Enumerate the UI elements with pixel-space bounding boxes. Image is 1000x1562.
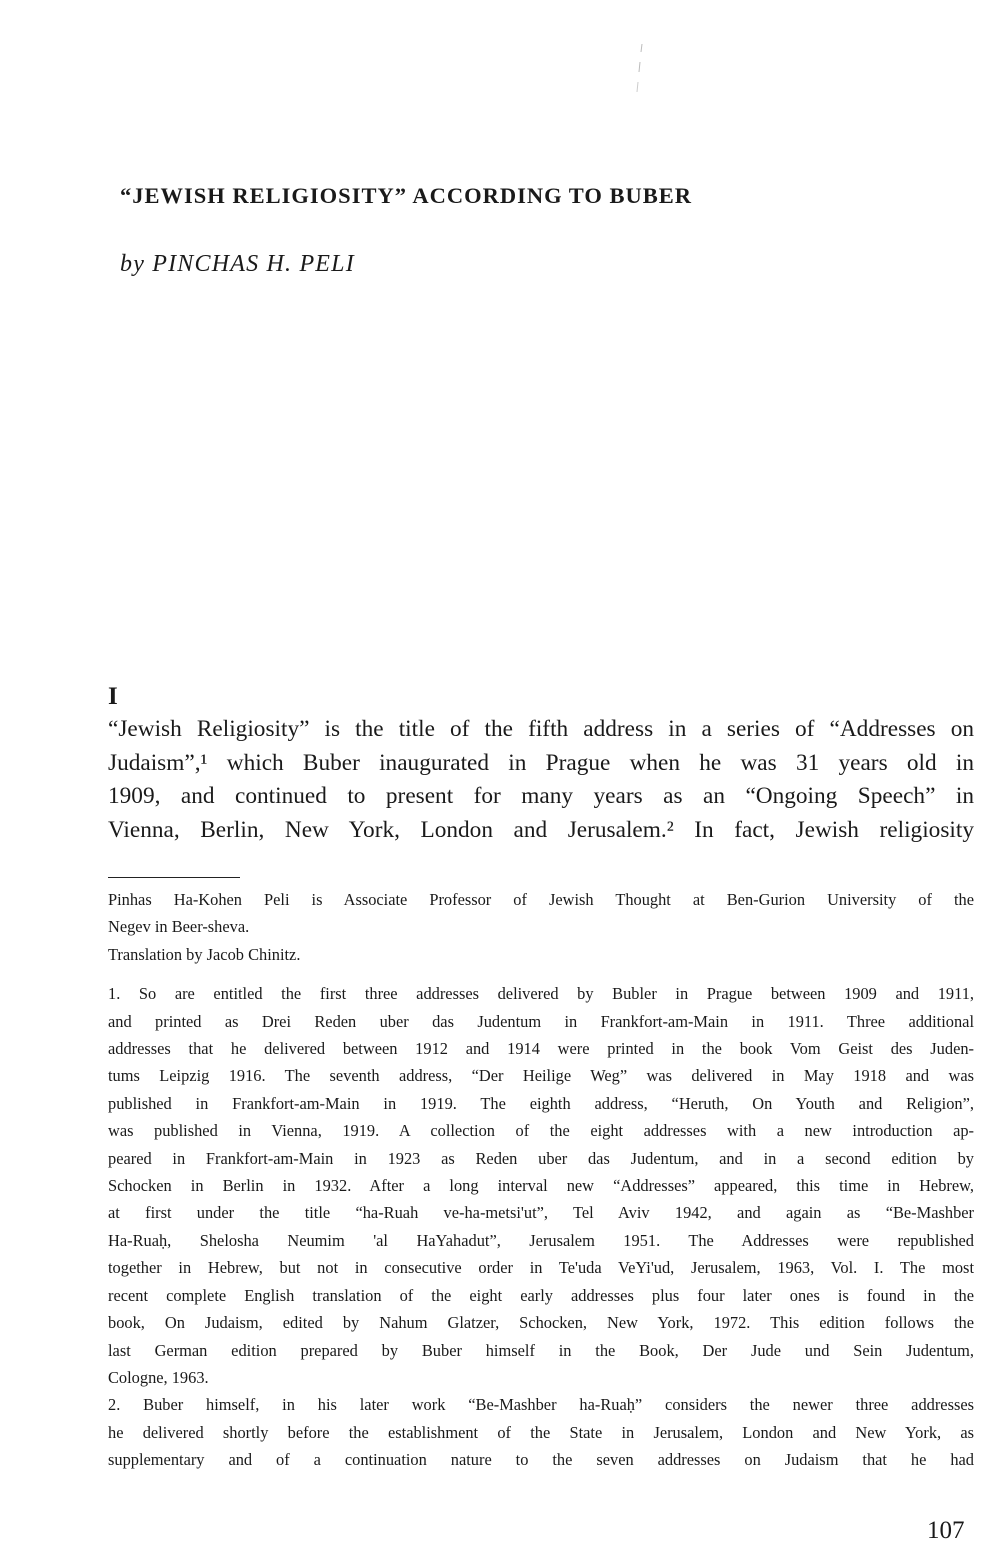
author-note-line: Pinhas Ha-Kohen Peli is Associate Professor of Jewish Thought at Ben-Gurion University of the	[108, 890, 974, 909]
footnote-line: together in Hebrew, but not in consecutive order in Te'uda VeYi'ud, Jerusalem, 1963, Vol. I. The most	[108, 1258, 974, 1278]
article-title: “JEWISH RELIGIOSITY” ACCORDING TO BUBER	[120, 183, 693, 208]
footnote-line: recent complete English translation of the eight early addresses plus four later ones is found in the	[108, 1285, 974, 1305]
page-number: 107	[927, 1517, 965, 1544]
footnote-line: Cologne, 1963.	[108, 1367, 209, 1387]
author-byline: by PINCHAS H. PELI	[120, 251, 355, 277]
footnote-line: addresses that he delivered between 1912 and 1914 were printed in the book Vom Geist des Juden-	[108, 1039, 974, 1059]
body-line: Judaism”,¹ which Buber inaugurated in Prague when he was 31 years old in	[108, 749, 974, 776]
footnote-line: Schocken in Berlin in 1932. After a long interval new “Addresses” appeared, this time in Hebrew,	[108, 1176, 974, 1196]
footnote-line: and printed as Drei Reden uber das Judentum in Frankfort-am-Main in 1911. Three additional	[108, 1011, 974, 1031]
body-line: 1909, and continued to present for many years as an “Ongoing Speech” in	[108, 783, 974, 810]
footnotes	[108, 980, 974, 1473]
footnote-line: at first under the title “ha-Ruah ve-ha-metsi'ut”, Tel Aviv 1942, and again as “Be-Mashber	[108, 1203, 974, 1223]
body-line: “Jewish Religiosity” is the title of the fifth address in a series of “Addresses on	[108, 716, 974, 742]
scan-speck-marks	[620, 40, 660, 100]
footnote-line: 2. Buber himself, in his later work “Be-Mashber ha-Ruaḥ” considers the newer three addresses	[108, 1395, 974, 1415]
footnote-line: he delivered shortly before the establishment of the State in Jerusalem, London and New York, as	[108, 1422, 974, 1442]
body-line: Vienna, Berlin, New York, London and Jerusalem.² In fact, Jewish religiosity	[108, 816, 974, 843]
author-note-line: Negev in Beer-sheva.	[108, 917, 250, 937]
footnote-line: tums Leipzig 1916. The seventh address, “Der Heilige Weg” was delivered in May 1918 and was	[108, 1066, 974, 1086]
footnote-line: 1. So are entitled the first three addresses delivered by Bubler in Prague between 1909 and 1911,	[108, 984, 974, 1004]
notes-area	[108, 886, 974, 1474]
footnote-line: was published in Vienna, 1919. A collection of the eight addresses with a new introduction ap-	[108, 1121, 974, 1141]
footnote-line: supplementary and of a continuation nature to the seven addresses on Judaism that he had	[108, 1450, 974, 1470]
footnote-line: last German edition prepared by Buber himself in the Book, Der Jude und Sein Judentum,	[108, 1340, 974, 1360]
author-note	[108, 886, 974, 968]
footnote-line: book, On Judaism, edited by Nahum Glatzer, Schocken, New York, 1972. This edition follows the	[108, 1313, 974, 1333]
section-number: I	[108, 683, 118, 710]
footnote-line: published in Frankfort-am-Main in 1919. The eighth address, “Heruth, On Youth and Religion”,	[108, 1093, 974, 1113]
author-note-line: Translation by Jacob Chinitz.	[108, 944, 301, 964]
footnote-line: peared in Frankfort-am-Main in 1923 as Reden uber das Judentum, and in a second edition by	[108, 1148, 974, 1168]
footnote-rule	[108, 877, 240, 878]
footnote-line: Ha-Ruaḥ, Shelosha Neumim 'al HaYahadut”, Jerusalem 1951. The Addresses were republished	[108, 1230, 974, 1250]
body-paragraph	[108, 713, 974, 847]
